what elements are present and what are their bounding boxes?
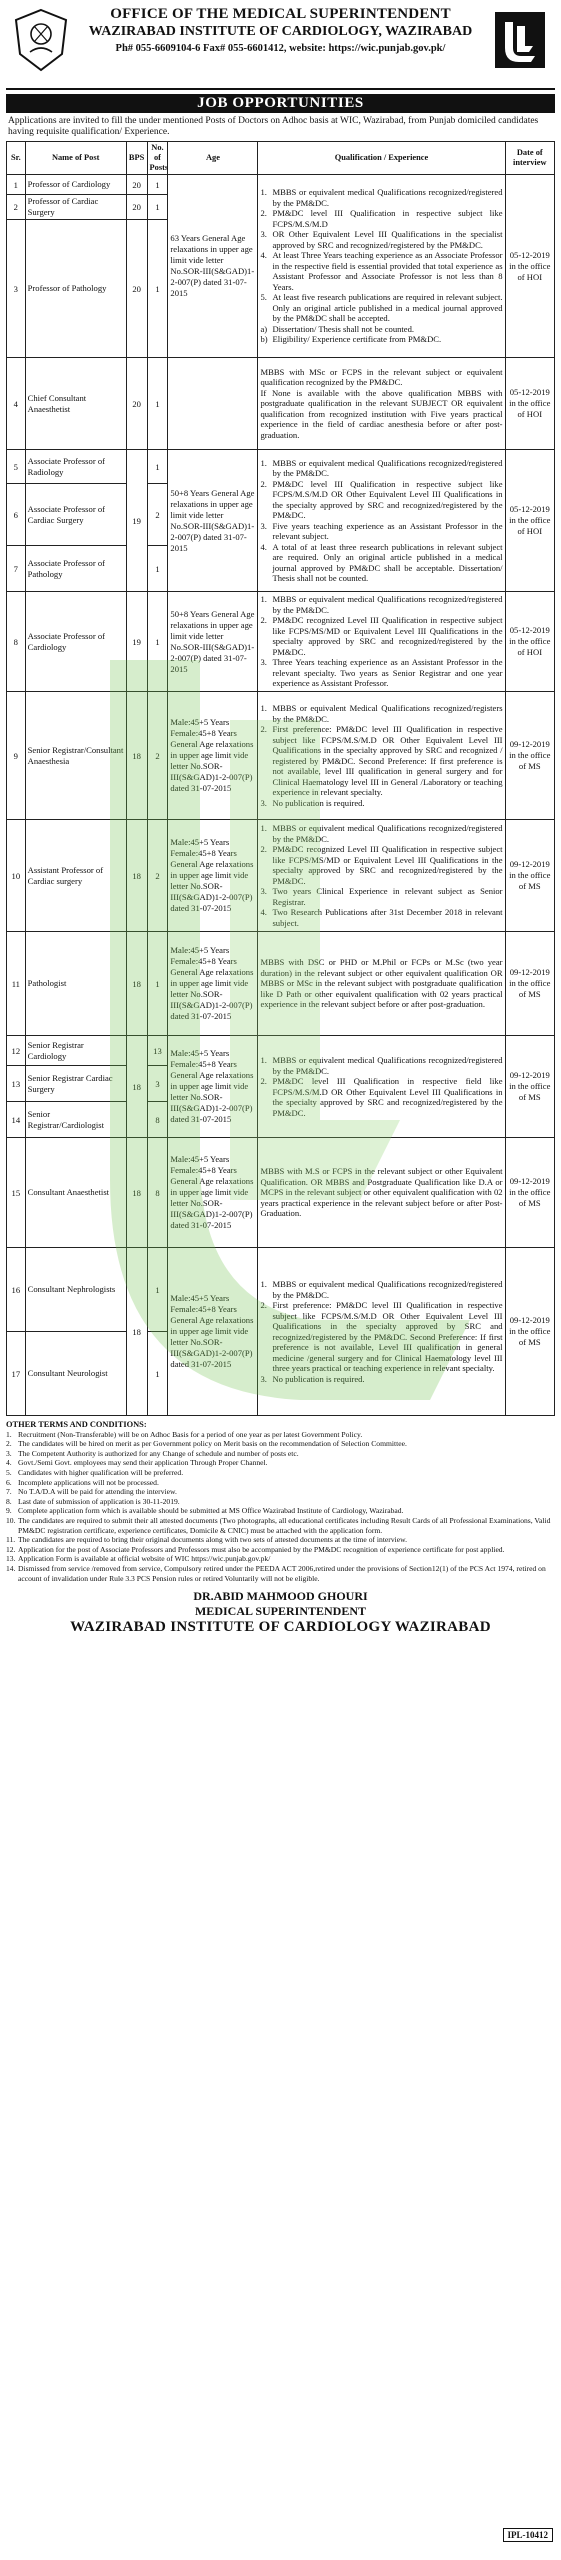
posts: 1: [147, 220, 168, 358]
interview-date: 09-12-2019 in the office of MS: [505, 820, 554, 932]
sr: 5: [7, 450, 26, 484]
list-item: 14. Dismissed from service /removed from service, Compulsory retired under the PEEDA ACT 2006,retired under the provisions of Section12(1) of the PCS Act 1974, retired on account of invalidation under Rule 3.3 PCS Pension rules or retired Voluntarily will not be eligible.: [6, 1563, 546, 1583]
qual-item: 2. PM&DC recognized Level III Qualification in respective subject like FCPS/MS/MD or Equivalent Level III Qualifications in the specialty approved by SRC and recognized/registered by the PM&DC.: [260, 615, 503, 657]
sr: 6: [7, 484, 26, 546]
qual-item: b) Eligibility/ Experience certificate from PM&DC.: [260, 334, 442, 345]
sr: 9: [7, 692, 26, 820]
post-name: Senior Registrar/Consultant Anaesthesia: [25, 692, 126, 820]
sr: 12: [7, 1036, 26, 1066]
posts: 1: [147, 932, 168, 1036]
sr: 11: [7, 932, 26, 1036]
post-name: Professor of Cardiology: [25, 175, 126, 195]
table-row: [7, 692, 555, 820]
qualification: [258, 175, 505, 358]
qual-item: 2. First preference: PM&DC level III Qualification in respective subject like FCPS/M.S/M.D OR Other Equivalent Level III Qualifications in the specialty approved by SRC and recognized / registered by PM&DC. Second Preference: If first preference is not available, level III qualification in general surgery and for Clinical Haematology level III in General /Laboratory or teaching experience in relevant specialty.: [260, 724, 503, 797]
posts: 2: [147, 484, 168, 546]
posts: 1: [147, 1332, 168, 1416]
col-sr: Sr.: [7, 142, 26, 175]
table-row: [7, 450, 555, 484]
list-item: 5. Candidates with higher qualification will be preferred.: [6, 1467, 184, 1477]
list-item: 7. No T.A/D.A will be paid for attending the interview.: [6, 1487, 177, 1497]
qual-item: 4. Two Research Publications after 31st December 2018 in relevant subject.: [260, 907, 503, 928]
qualification: [258, 1248, 505, 1416]
qual-item: If None is available with the above qualification MBBS with postgraduate qualification in the relevant SUBJECT OR equivalent qualification from recognized institution with Five years practical experience in the field of cardiac anesthesia before or after post-graduation.: [260, 387, 503, 440]
bps: 18: [126, 1248, 147, 1416]
qual-item: 3. No publication is required.: [260, 1373, 365, 1384]
bps: 19: [126, 592, 147, 692]
post-name: Associate Professor of Cardiology: [25, 592, 126, 692]
post-name: Associate Professor of Cardiac Surgery: [25, 484, 126, 546]
sr: 10: [7, 820, 26, 932]
col-bps: BPS: [126, 142, 147, 175]
post-name: Consultant Anaesthetist: [25, 1138, 126, 1248]
table-row: [7, 592, 555, 692]
interview-date: 09-12-2019 in the office of MS: [505, 1138, 554, 1248]
interview-date: 09-12-2019 in the office of MS: [505, 692, 554, 820]
qual-item: MBBS with MSc or FCPS in the relevant subject or equivalent qualification recognized by the PM&DC.: [260, 366, 503, 388]
qualification: [258, 1036, 505, 1138]
post-name: Assistant Professor of Cardiac surgery: [25, 820, 126, 932]
post-name: Consultant Neurologist: [25, 1332, 126, 1416]
posts: 1: [147, 175, 168, 195]
table-row: [7, 175, 555, 195]
qual-item: 1. MBBS or equivalent Medical Qualifications recognized/registers by the PM&DC.: [260, 703, 503, 724]
col-age: Age: [168, 142, 258, 175]
sr: 14: [7, 1102, 26, 1138]
bps: 20: [126, 175, 147, 195]
age-limit: Male:45+5 Years Female:45+8 Years General Age relaxations in upper age limit vide letter No.SOR-III(S&GAD)1-2-007(P) dated 31-07-2015: [168, 692, 258, 820]
interview-date: 09-12-2019 in the office of MS: [505, 1248, 554, 1416]
posts: 1: [147, 1248, 168, 1332]
interview-date: 09-12-2019 in the office of MS: [505, 932, 554, 1036]
posts: 8: [147, 1138, 168, 1248]
table-row: [7, 1036, 555, 1066]
age-limit: 50+8 Years General Age relaxations in upper age limit vide letter No.SOR-III(S&GAD)1-2-007(P) dated 31-07-2015: [168, 450, 258, 592]
jobs-table: [6, 141, 555, 1416]
bps: 18: [126, 1138, 147, 1248]
post-name: Chief Consultant Anaesthetist: [25, 358, 126, 450]
posts: 3: [147, 1066, 168, 1102]
interview-date: 09-12-2019 in the office of MS: [505, 1036, 554, 1138]
post-name: Senior Registrar/Cardiologist: [25, 1102, 126, 1138]
posts: 1: [147, 592, 168, 692]
qual-item: 2. PM&DC level III Qualification in respective field like FCPS/M.S/M.D OR Other Equivalent Level III Qualifications in the specialty approved by SRC and recognized/registered by the PM&DC.: [260, 1076, 503, 1118]
letterhead: [6, 4, 555, 90]
sr: 13: [7, 1066, 26, 1102]
qual-item: 1. MBBS or equivalent medical Qualifications recognized/registered by the PM&DC.: [260, 1279, 503, 1300]
institute-logo-icon: [491, 8, 549, 72]
signature-block: [6, 1589, 555, 1636]
list-item: 13. Application Form is available at official website of WIC https://wic.punjab.gov.pk/: [6, 1554, 271, 1564]
posts: 2: [147, 692, 168, 820]
list-item: 10. The candidates are required to submit their all attested documents (Two photographs, all educational certificates including Result Cards of all Professional Examinations, Valid PM&DC registration certificate, experience certificates, Domicile & CNIC) must be attached with the application form.: [6, 1515, 551, 1535]
sr: 1: [7, 175, 26, 195]
interview-date: 05-12-2019 in the office of HOI: [505, 358, 554, 450]
list-item: 3. The Competent Authority is authorized for any Change of schedule and number of posts etc.: [6, 1448, 299, 1458]
qualification: [258, 932, 505, 1036]
list-item: 4. Govt./Semi Govt. employees may send their application Through Proper Channel.: [6, 1458, 268, 1468]
qual-item: 5. At least five research publications are required in relevant subject. Only an original article published in a medical journal approved by the PM&DC shall be accepted.: [260, 292, 503, 324]
contact-line: Ph# 055-6609104-6 Fax# 055-6601412, website: https://wic.punjab.gov.pk/: [115, 43, 446, 54]
bps: 20: [126, 195, 147, 220]
qual-item: MBBS with M.S or FCPS in the relevant subject or other Equivalent Qualification. OR MBBS and Postgraduate Qualification like D.A or MCPS in the relevant subject or other equivalent qualification with 02 years practical experience in the relevant subject before or after Post-Graduation.: [260, 1166, 503, 1219]
posts: 8: [147, 1102, 168, 1138]
sr: 3: [7, 220, 26, 358]
post-name: Consultant Nephrologists: [25, 1248, 126, 1332]
post-name: Associate Professor of Pathology: [25, 546, 126, 592]
qual-item: 3. Five years teaching experience as an Assistant Professor in the relevant subject.: [260, 520, 503, 541]
qual-item: a) Dissertation/ Thesis shall not be counted.: [260, 323, 415, 334]
age-limit: Male:45+5 Years Female:45+8 Years General Age relaxations in upper age limit vide letter No.SOR-III(S&GAD)1-2-007(P) dated 31-07-2015: [168, 1248, 258, 1416]
list-item: 2. The candidates will be hired on merit as per Government policy on Merit basis on the recommendation of Selection Committee.: [6, 1439, 407, 1449]
ipl-number: IPL-10412: [503, 2528, 554, 2542]
terms-title: OTHER TERMS AND CONDITIONS:: [6, 1420, 147, 1429]
qual-item: 4. A total of at least three research publications in relevant subject are required. Only an original article published in a medical journal approved by PM&DC shall be acceptable. Dissertation/ Thesis shall not be counted.: [260, 541, 503, 583]
age-limit: 50+8 Years General Age relaxations in upper age limit vide letter No.SOR-III(S&GAD)1-2-007(P) dated 31-07-2015: [168, 592, 258, 692]
post-name: Associate Professor of Radiology: [25, 450, 126, 484]
table-row: [7, 1248, 555, 1332]
list-item: 6. Incomplete applications will not be processed.: [6, 1477, 159, 1487]
posts: 1: [147, 546, 168, 592]
bps: 20: [126, 220, 147, 358]
table-row: [7, 1138, 555, 1248]
bps: 18: [126, 932, 147, 1036]
signatory-name: DR.ABID MAHMOOD GHOURI: [193, 1589, 368, 1604]
bps: 18: [126, 820, 147, 932]
sr: 8: [7, 592, 26, 692]
age-limit: 63 Years General Age relaxations in upper age limit vide letter No.SOR-III(S&GAD)1-2-007(P) dated 31-07-2015: [168, 175, 258, 358]
signatory-organisation: WAZIRABAD INSTITUTE OF CARDIOLOGY WAZIRABAD: [70, 1619, 491, 1636]
qual-item: MBBS with DSC or PHD or M.Phil or FCPs or M.Sc (two year duration) in the relevant subject or other equivalent qualification OR MBBS or MSc in the relevant subject with postgraduate qualification like D Path or other equivalent qualification with 02 years practical experience in the relevant subject before or after post-graduation.: [260, 957, 503, 1010]
posts: 13: [147, 1036, 168, 1066]
age-limit: Male:45+5 Years Female:45+8 Years General Age relaxations in upper age limit vide letter No.SOR-III(S&GAD)1-2-007(P) dated 31-07-2015: [168, 1138, 258, 1248]
institute-name: WAZIRABAD INSTITUTE OF CARDIOLOGY, WAZIRABAD: [88, 24, 473, 39]
age-limit: Male:45+5 Years Female:45+8 Years General Age relaxations in upper age limit vide letter No.SOR-III(S&GAD)1-2-007(P) dated 31-07-2015: [168, 932, 258, 1036]
age-limit: Male:45+5 Years Female:45+8 Years General Age relaxations in upper age limit vide letter No.SOR-III(S&GAD)1-2-007(P) dated 31-07-2015: [168, 820, 258, 932]
sr: 2: [7, 195, 26, 220]
office-title: OFFICE OF THE MEDICAL SUPERINTENDENT: [110, 6, 451, 22]
sr: 7: [7, 546, 26, 592]
posts: 1: [147, 358, 168, 450]
age-limit: Male:45+5 Years Female:45+8 Years General Age relaxations in upper age limit vide letter No.SOR-III(S&GAD)1-2-007(P) dated 31-07-2015: [168, 1036, 258, 1138]
table-header-row: [7, 142, 555, 175]
list-item: 9. Complete application form which is available should be submitted at MS Office Wazirabad Institute of Cardiology, Wazirabad.: [6, 1506, 404, 1516]
qual-item: 3. OR Other Equivalent Level III Qualifications in the specialist approved by SRC and recognized/registered by the PM&DC.: [260, 229, 503, 250]
post-name: Senior Registrar Cardiology: [25, 1036, 126, 1066]
post-name: Professor of Cardiac Surgery: [25, 195, 126, 220]
job-opportunities-banner: JOB OPPORTUNITIES: [6, 94, 555, 113]
qual-item: 1. MBBS or equivalent medical Qualifications recognized/registered by the PM&DC.: [260, 457, 503, 478]
qual-item: 2. PM&DC recognized Level III Qualification in respective subject like FCPS/MS/MD or Equivalent Level III Qualifications in the specialty approved by SRC and recognized/registered by the PM&DC.: [260, 844, 503, 886]
sr: 15: [7, 1138, 26, 1248]
qual-item: 2. First preference: PM&DC level III Qualification in respective subject like FCPS/M.S/M.D OR Other Equivalent Level III Qualifications in the specialty approved by SRC and recognized/registered by the PM&DC. Second Preference: If first preference is not available, Level III qualification in general medicine /general surgery and for Clinical Haematology level III three years practical or teaching experience in relevant specialty.: [260, 1300, 503, 1373]
qualification: [258, 820, 505, 932]
qual-item: 1. MBBS or equivalent medical Qualifications recognized/registered by the PM&DC.: [260, 187, 503, 208]
qualification: [258, 592, 505, 692]
qual-item: 3. Three Years teaching experience as an Assistant Professor in the relevant specialty. Two years as Senior Registrar and one year experience as Assistant Professor.: [260, 657, 503, 689]
post-name: Professor of Pathology: [25, 220, 126, 358]
qual-item: 4. At least Three Years teaching experience as an Associate Professor in the respective field is essential provided that total experience as Assistant Professor and Associate Professor is not less than 8 Years.: [260, 250, 503, 292]
interview-date: 05-12-2019 in the office of HOI: [505, 175, 554, 358]
post-name: Senior Registrar Cardiac Surgery: [25, 1066, 126, 1102]
intro-text: Applications are invited to fill the under mentioned Posts of Doctors on Adhoc basis at WIC, Wazirabad, from Punjab domiciled candidates having requisite qualification/ Experience.: [8, 116, 539, 137]
qualification: [258, 1138, 505, 1248]
table-row: [7, 358, 555, 450]
list-item: 11. The candidates are required to bring their original documents along with two sets of attested documents at the time of interview.: [6, 1535, 407, 1545]
bps: 20: [126, 358, 147, 450]
bps: 18: [126, 1036, 147, 1138]
qual-item: 1. MBBS or equivalent medical Qualifications recognized/registered by the PM&DC.: [260, 823, 503, 844]
signatory-designation: MEDICAL SUPERINTENDENT: [194, 1604, 367, 1619]
list-item: 8. Last date of submission of application is 30-11-2019.: [6, 1496, 180, 1506]
interview-date: 05-12-2019 in the office of HOI: [505, 450, 554, 592]
posts: 1: [147, 195, 168, 220]
list-item: 1. Recruitment (Non-Transferable) will be on Adhoc Basis for a period of one year as per latest Government Policy.: [6, 1429, 363, 1439]
punjab-emblem-icon: [12, 8, 70, 72]
sr: 17: [7, 1332, 26, 1416]
interview-date: 05-12-2019 in the office of HOI: [505, 592, 554, 692]
col-qual: Qualification / Experience: [258, 142, 505, 175]
bps: 18: [126, 692, 147, 820]
qualification: [258, 692, 505, 820]
age-limit: [168, 358, 258, 450]
qualification: [258, 358, 505, 450]
qual-item: 3. Two years Clinical Experience in relevant subject as Senior Registrar.: [260, 886, 503, 907]
col-doi: Date of interview: [505, 142, 554, 175]
qual-item: 2. PM&DC level III Qualification in respective subject like FCPS/M.S/M.D: [260, 208, 503, 229]
table-row: [7, 932, 555, 1036]
table-row: [7, 820, 555, 932]
bps: 19: [126, 450, 147, 592]
qualification: [258, 450, 505, 592]
col-posts: No. of Posts: [147, 142, 168, 175]
qual-item: 3. No publication is required.: [260, 797, 365, 808]
list-item: 12. Application for the post of Associate Professors and Professors must also be accompanied by the PM&DC recognition of experience certificate for post applied.: [6, 1544, 505, 1554]
posts: 2: [147, 820, 168, 932]
sr: 16: [7, 1248, 26, 1332]
qual-item: 1. MBBS or equivalent medical Qualifications recognized/registered by the PM&DC.: [260, 1055, 503, 1076]
col-post: Name of Post: [25, 142, 126, 175]
qual-item: 2. PM&DC level III Qualification in respective subject like FCPS/M.S/M.D OR Other Equivalent Level III Qualifications in the specialty approved by SRC and recognized/registered by the PM&DC.: [260, 478, 503, 520]
terms-and-conditions: [6, 1420, 555, 1583]
qual-item: 1. MBBS or equivalent medical Qualifications recognized/registered by the PM&DC.: [260, 594, 503, 615]
sr: 4: [7, 358, 26, 450]
posts: 1: [147, 450, 168, 484]
post-name: Pathologist: [25, 932, 126, 1036]
